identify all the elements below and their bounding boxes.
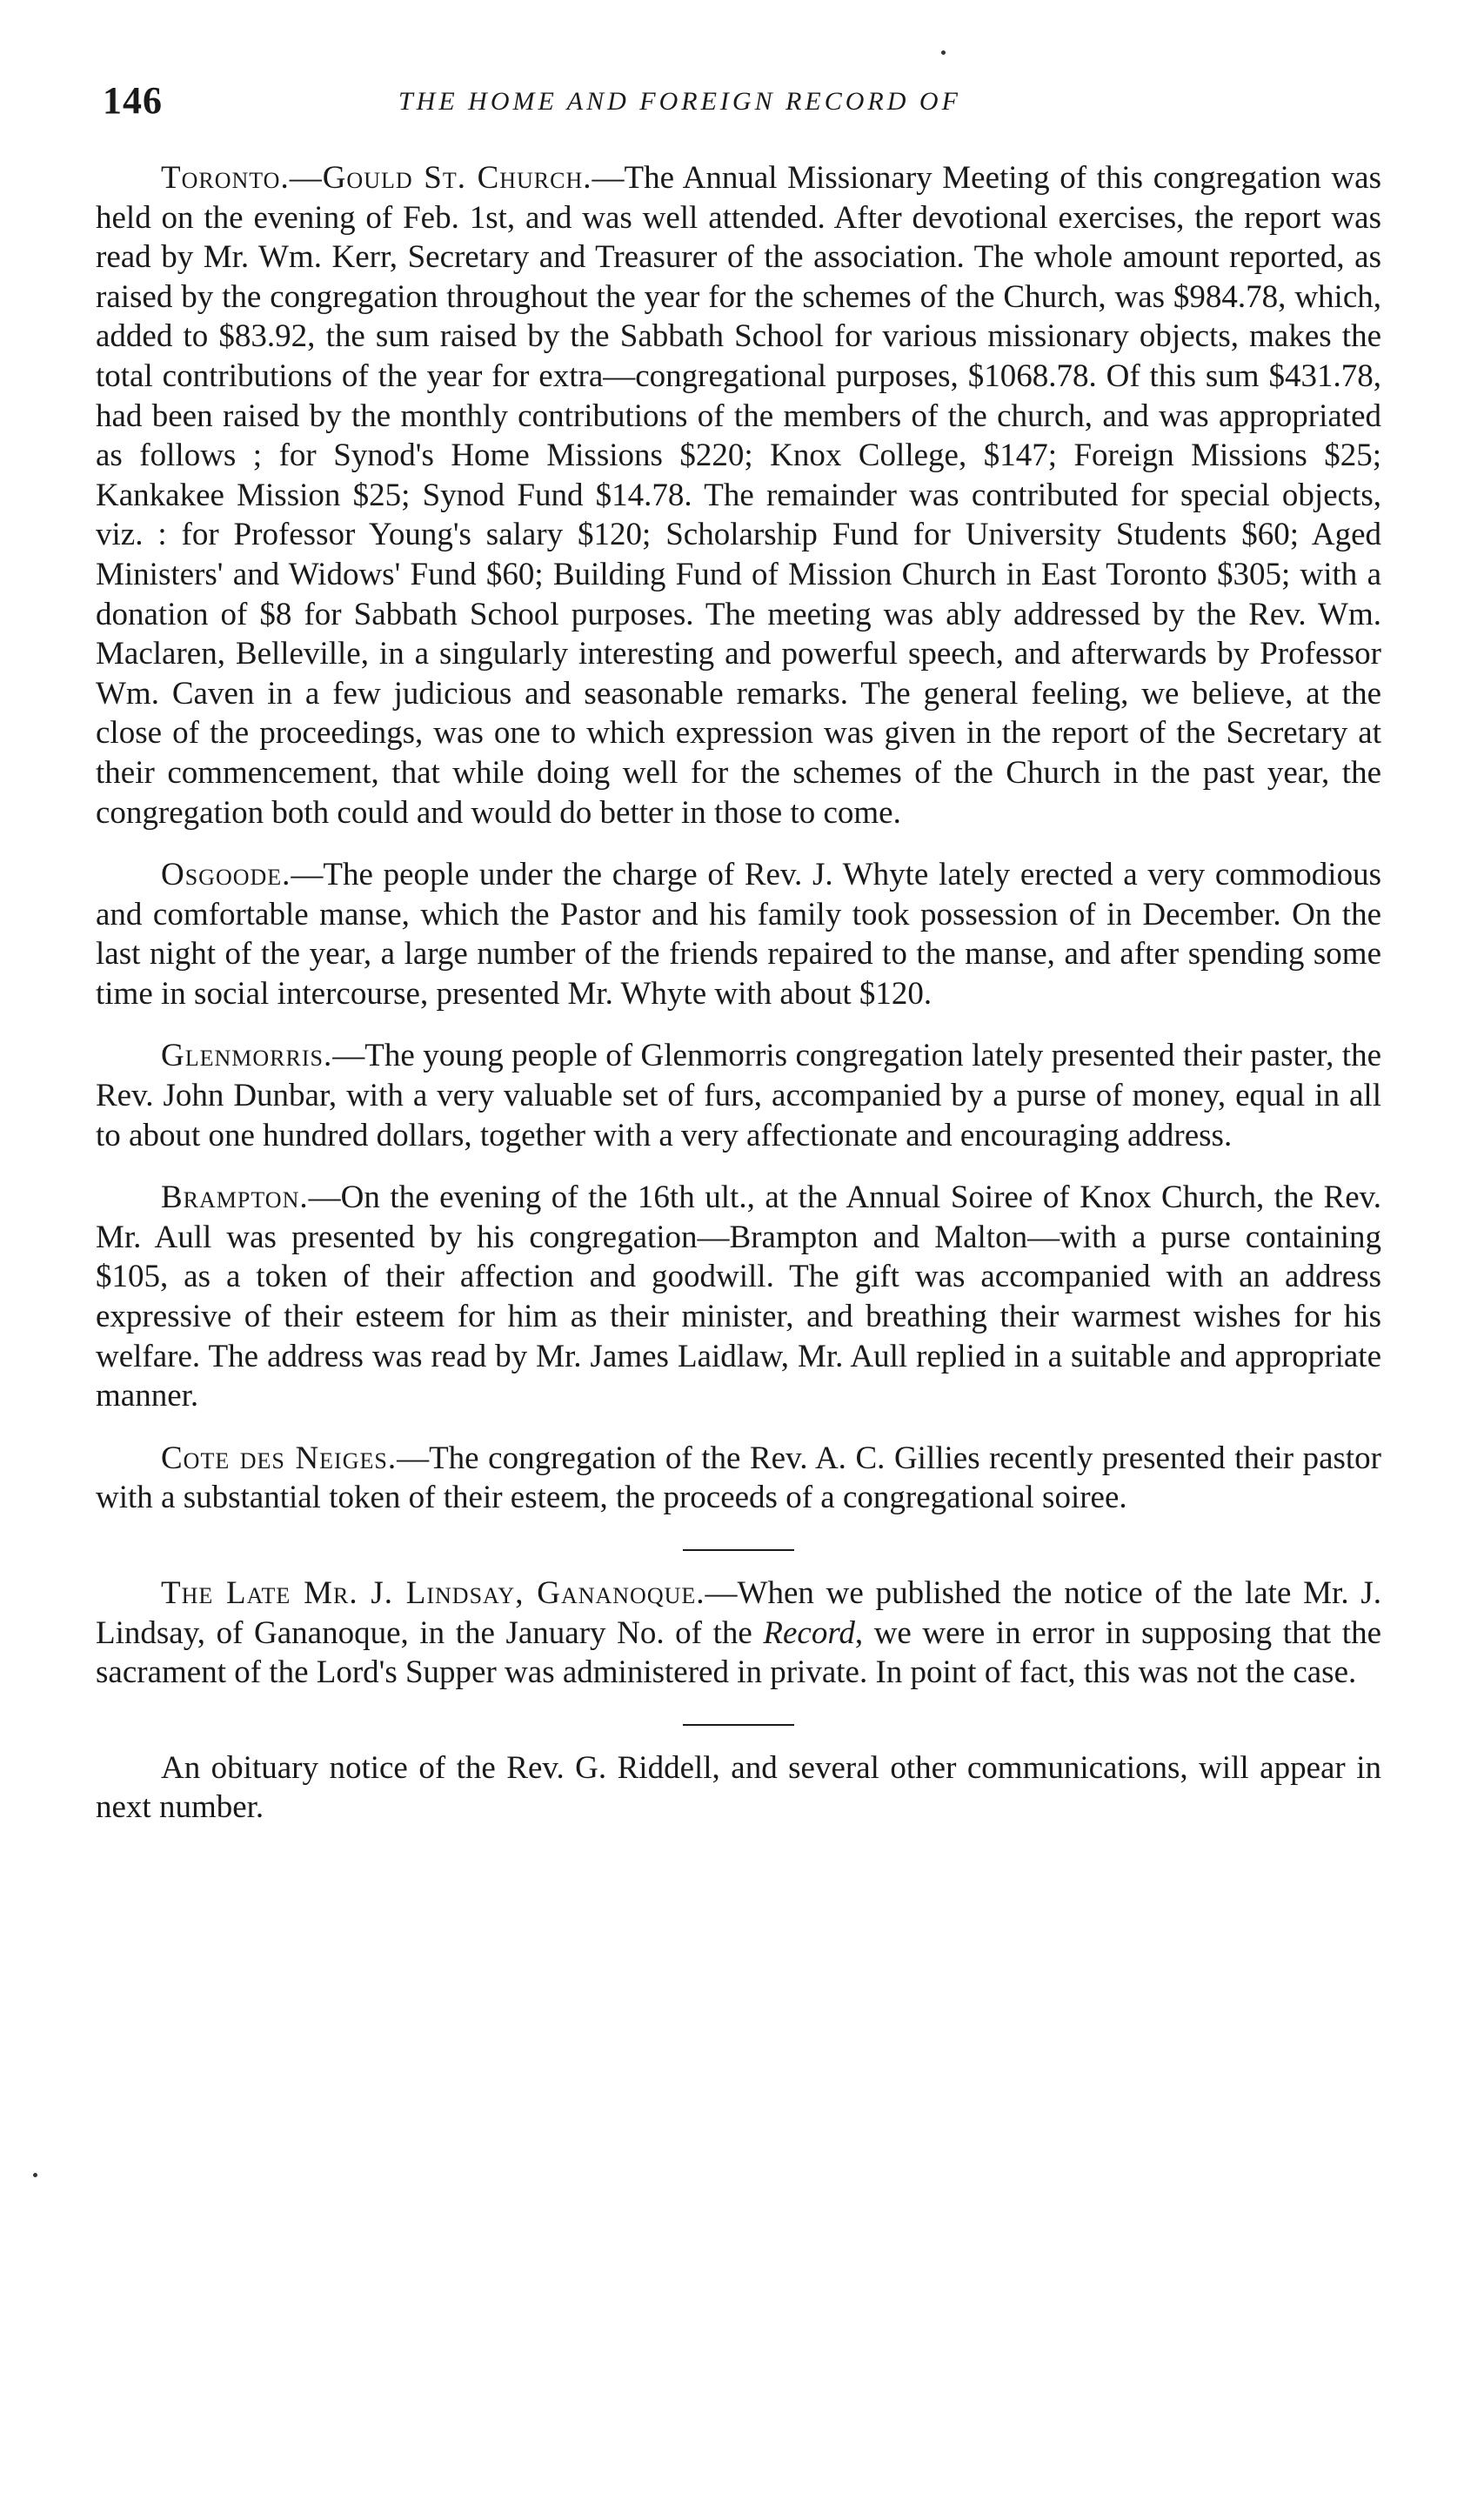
print-speck-top	[941, 50, 946, 55]
paragraph-closing-note: An obituary notice of the Rev. G. Riddell, and several other communications, will appear in next number.	[96, 1749, 1381, 1826]
paragraph-text: —The Annual Missionary Meeting of this congregation was held on the evening of Feb. 1st, and was well attended. After devotional exercises, the report was read by Mr. Wm. Kerr, Secretary and Treasurer of the association. The whole amount reported, as raised by the congregation throughout the year for the schemes of the Church, was $984.78, which, added to $83.92, the sum raised by the Sabbath School for various missionary objects, makes the total contributions of the year for extra—congregational purposes, $1068.78. Of this sum $431.78, had been raised by the monthly contributions of the members of the church, and was appropriated as follows ; for Synod's Home Missions $220; Knox College, $147; Foreign Missions $25; Kankakee Mission $25; Synod Fund $14.78. The remainder was contributed for special objects, viz. : for Professor Young's salary $120; Scholarship Fund for University Students $60; Aged Ministers' and Widows' Fund $60; Building Fund of Mission Church in East Toronto $305; with a donation of $8 for Sabbath School purposes. The meeting was ably addressed by the Rev. Wm. Maclaren, Belleville, in a singularly interesting and powerful speech, and afterwards by Professor Wm. Caven in a few judicious and seasonable remarks. The general feeling, we believe, at the close of the proceedings, was one to which expression was given in the report of the Secretary at their commencement, that while doing well for the schemes of the Church in the past year, the congregation both could and would do better in those to come.	[96, 160, 1381, 831]
paragraph-lead: Toronto.—Gould St. Church.	[161, 160, 592, 196]
paragraph-toronto	[96, 158, 1381, 832]
paragraph-glenmorris	[96, 1036, 1381, 1155]
paragraph-text: —The people under the charge of Rev. J. Whyte lately erected a very commodious and comfortable manse, which the Pastor and his family took possession of in December. On the last night of the year, a large number of the friends repaired to the manse, and after spending some time in social intercourse, presented Mr. Whyte with about $120.	[96, 857, 1381, 1012]
paragraph-lead: Glenmorris.	[161, 1038, 333, 1074]
paragraph-lead: Brampton.	[161, 1180, 309, 1216]
paragraph-text: —The young people of Glenmorris congregation lately presented their paster, the Rev. John Dunbar, with a very valuable set of furs, accompanied by a purse of money, equal in all to about one hundred dollars, together with a very affectionate and encouraging address.	[96, 1038, 1381, 1153]
paragraph-brampton	[96, 1178, 1381, 1416]
print-speck-left	[33, 2173, 37, 2177]
paragraph-lindsay-notice	[96, 1574, 1381, 1693]
article-body	[96, 158, 1381, 1850]
paragraph-osgoode	[96, 855, 1381, 1013]
paragraph-lead: The Late Mr. J. Lindsay, Gananoque.	[161, 1575, 705, 1611]
running-head: THE HOME AND FOREIGN RECORD OF	[398, 87, 961, 116]
page-header	[103, 78, 1381, 130]
paragraph-text: —The congregation of the Rev. A. C. Gillies recently presented their pastor with a substantial token of their esteem, the proceeds of a congregational soiree.	[96, 1440, 1381, 1516]
paragraph-text: —On the evening of the 16th ult., at the Annual Soiree of Knox Church, the Rev. Mr. Aull was presented by his congregation—Brampton and Malton—with a purse containing $105, as a token of their affection and goodwill. The gift was accompanied with an address expressive of their esteem for him as their minister, and breathing their warmest wishes for his welfare. The address was read by Mr. James Laidlaw, Mr. Aull replied in a suitable and appropriate manner.	[96, 1180, 1381, 1414]
record-title: Record	[763, 1614, 855, 1651]
paragraph-text-continued: , we were in error in supposing that the sacrament of the Lord's Supper was administered in private. In point of fact, this was not the case.	[96, 1614, 1381, 1691]
page-number: 146	[103, 79, 163, 122]
paragraph-text: —When we published the notice of the late Mr. J. Lindsay, of Gananoque, in the January No. of the	[96, 1575, 1382, 1651]
section-divider	[683, 1724, 794, 1726]
paragraph-cote-des-neiges	[96, 1439, 1381, 1518]
paragraph-lead: Osgoode.	[161, 857, 291, 893]
paragraph-lead: Cote des Neiges.	[161, 1440, 398, 1476]
section-divider	[683, 1549, 794, 1551]
